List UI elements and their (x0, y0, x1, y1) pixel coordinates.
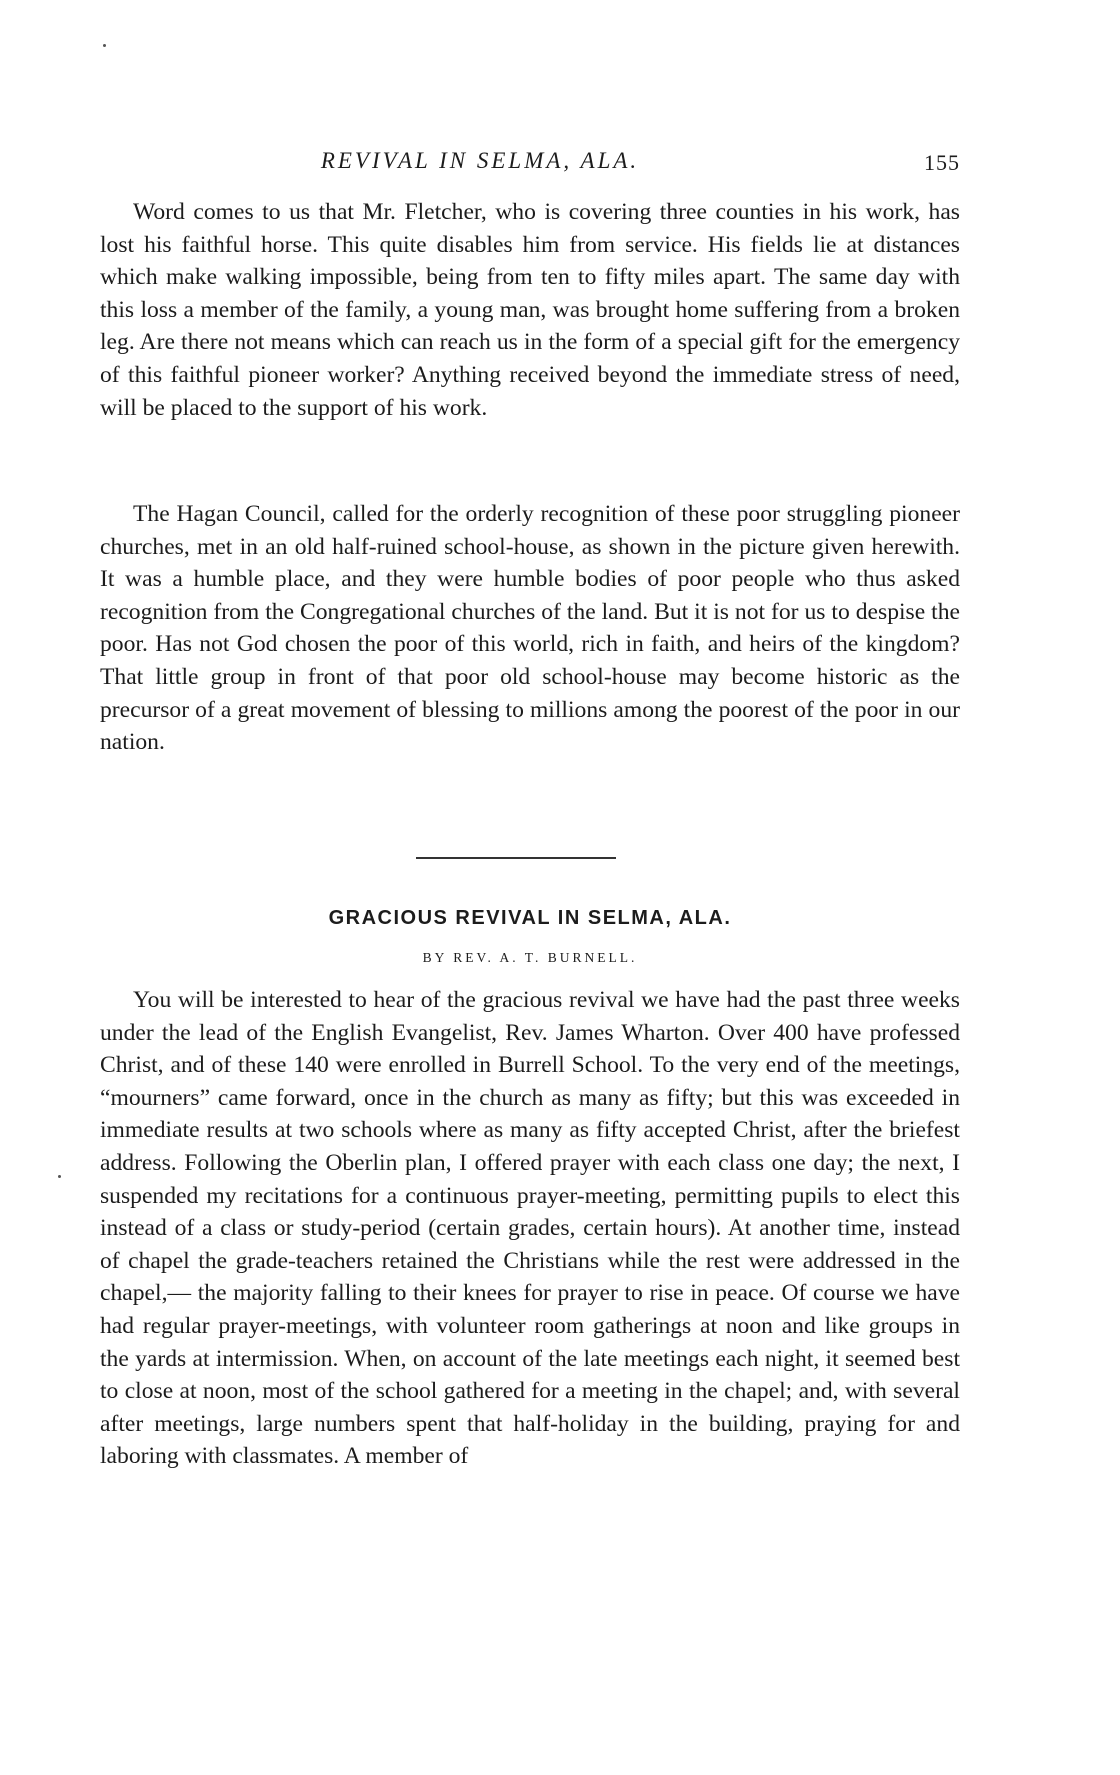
body-paragraph: The Hagan Council, called for the orderly recognition of these poor struggling pioneer churches, met in an old half-ruined school-house, as shown in the picture given herewith. It was a humble place, and they were humble bodies of poor people who thus asked recognition from the Congregational churches of the land. But it is not for us to despise the poor. Has not God chosen the poor of this world, rich in faith, and heirs of the kingdom? That little group in front of that poor old school-house may become historic as the precursor of a great movement of blessing to millions among the poorest of the poor in our nation. (100, 501, 960, 756)
article-title: GRACIOUS REVIVAL IN SELMA, ALA. (328, 907, 732, 929)
print-speck (103, 44, 106, 47)
article-byline: BY REV. A. T. BURNELL. (422, 950, 638, 965)
body-paragraph: Word comes to us that Mr. Fletcher, who is covering three counties in his work, has lost his faithful horse. This quite disables him from service. His fields lie at distances which make walking impossible, being from ten to fifty miles apart. The same day with this loss a member of the family, a young man, was brought home suffering from a broken leg. Are there not means which can reach us in the form of a special gift for the emergency of this faithful pioneer worker? Anything received beyond the immediate stress of need, will be placed to the support of his work. (100, 199, 960, 421)
running-title: REVIVAL IN SELMA, ALA. (320, 148, 640, 173)
running-header (100, 148, 960, 178)
section-divider (416, 857, 616, 859)
print-speck (58, 1175, 61, 1178)
article-paragraph: You will be interested to hear of the gracious revival we have had the past three weeks under the lead of the English Evangelist, Rev. James Wharton. Over 400 have professed Christ, and of these 140 were enrolled in Burrell School. To the very end of the meetings, “mourners” came forward, once in the church as many as fifty; but this was exceeded in immediate results at two schools where as many as fifty accepted Christ, after the briefest address. Following the Oberlin plan, I offered prayer with each class one day; the next, I suspended my recitations for a continuous prayer-meeting, permitting pupils to elect this instead of a class or study-period (certain grades, certain hours). At another time, instead of chapel the grade-teachers retained the Christians while the rest were addressed in the chapel,— the majority falling to their knees for prayer to rise in peace. Of course we have had regular prayer-meetings, with volunteer room gatherings at noon and like groups in the yards at intermission. When, on account of the late meetings each night, it seemed best to close at noon, most of the school gathered for a meeting in the chapel; and, with several after meetings, large numbers spent that half-holiday in the building, praying for and laboring with classmates. A member of (100, 987, 960, 1470)
page-number: 155 (924, 150, 960, 175)
